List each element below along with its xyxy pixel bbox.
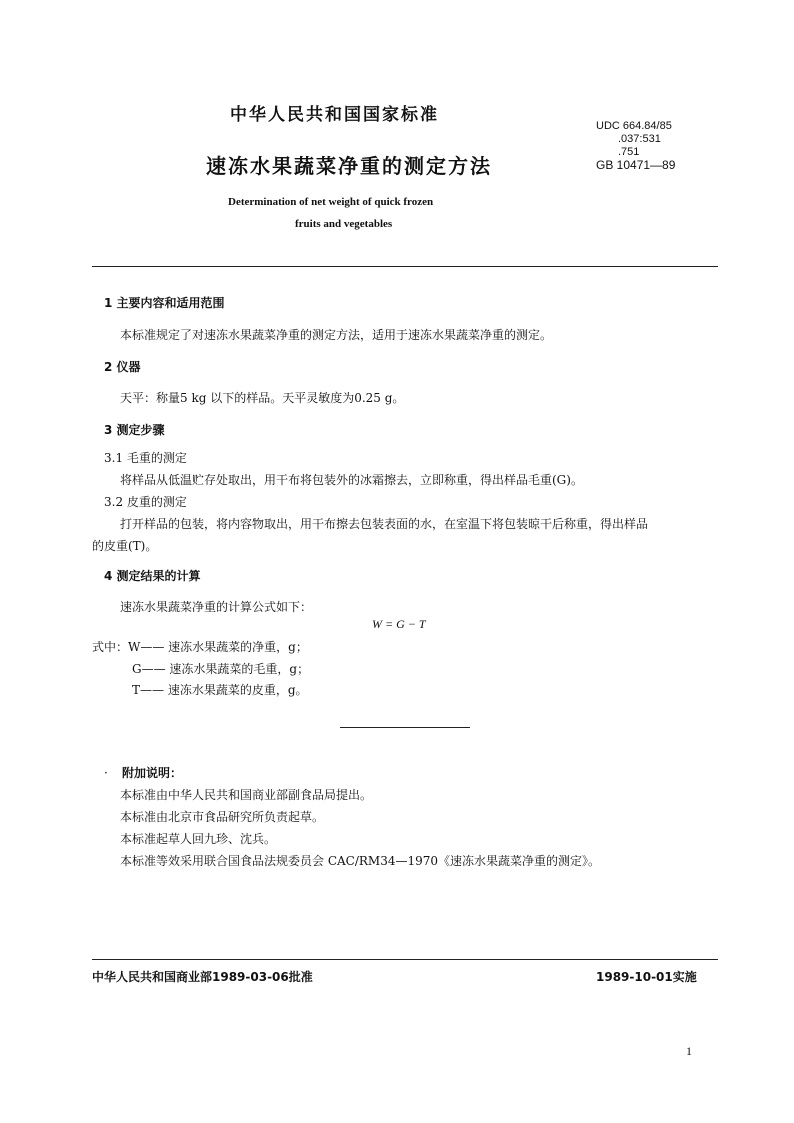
where-w: 式中：W—— 速冻水果蔬菜的净重，g；	[92, 640, 308, 654]
section-3-2-text-line1: 打开样品的包装，将内容物取出，用干布擦去包装表面的水，在室温下将包装晾干后称重，得出样品	[120, 517, 649, 531]
page-number: 1	[686, 1044, 692, 1058]
section-4-text: 速冻水果蔬菜净重的计算公式如下：	[120, 600, 313, 614]
footer-divider	[92, 959, 718, 960]
section-4-heading: 4 测定结果的计算	[104, 569, 201, 583]
notes-line2: 本标准由北京市食品研究所负责起草。	[120, 810, 325, 824]
section-1-heading: 1 主要内容和适用范围	[104, 296, 225, 310]
approval-date: 中华人民共和国商业部1989-03-06批准	[92, 970, 313, 984]
body-end-divider	[340, 727, 470, 728]
notes-heading: 附加说明：	[122, 766, 183, 780]
section-2-text: 天平：称量5 kg 以下的样品。天平灵敏度为0.25 g。	[120, 391, 405, 405]
section-3-heading: 3 测定步骤	[104, 423, 165, 437]
section-3-1-text: 将样品从低温贮存处取出，用干布将包装外的冰霜擦去，立即称重，得出样品毛重(G)。	[120, 473, 583, 487]
udc-line2: .037:531	[618, 133, 661, 145]
bullet-dot: ·	[104, 766, 108, 780]
section-3-2-heading: 3.2 皮重的测定	[104, 495, 187, 509]
document-title: 速冻水果蔬菜净重的测定方法	[206, 154, 492, 178]
english-title-line2: fruits and vegetables	[295, 218, 393, 230]
notes-line4: 本标准等效采用联合国食品法规委员会 CAC/RM34—1970《速冻水果蔬菜净重的测定》。	[120, 854, 601, 868]
standard-category: 中华人民共和国国家标准	[230, 105, 439, 125]
notes-line3: 本标准起草人回九珍、沈兵。	[120, 832, 277, 846]
section-3-2-text-line2: 的皮重(T)。	[92, 539, 158, 553]
where-g: G—— 速冻水果蔬菜的毛重，g；	[132, 662, 310, 676]
english-title-line1: Determination of net weight of quick frozen	[228, 196, 434, 208]
section-1-text: 本标准规定了对速冻水果蔬菜净重的测定方法，适用于速冻水果蔬菜净重的测定。	[120, 328, 553, 342]
udc-line1: UDC 664.84/85	[596, 120, 672, 132]
section-3-1-heading: 3.1 毛重的测定	[104, 451, 187, 465]
classification-codes	[596, 120, 675, 172]
where-t: T—— 速冻水果蔬菜的皮重，g。	[132, 683, 308, 697]
notes-line1: 本标准由中华人民共和国商业部副食品局提出。	[120, 788, 373, 802]
header-divider	[92, 266, 718, 267]
gb-code: GB 10471—89	[596, 158, 676, 172]
section-2-heading: 2 仪器	[104, 360, 141, 374]
udc-line3: .751	[618, 146, 640, 158]
effective-date: 1989-10-01实施	[596, 970, 697, 984]
net-weight-formula: W = G − T	[372, 617, 426, 631]
